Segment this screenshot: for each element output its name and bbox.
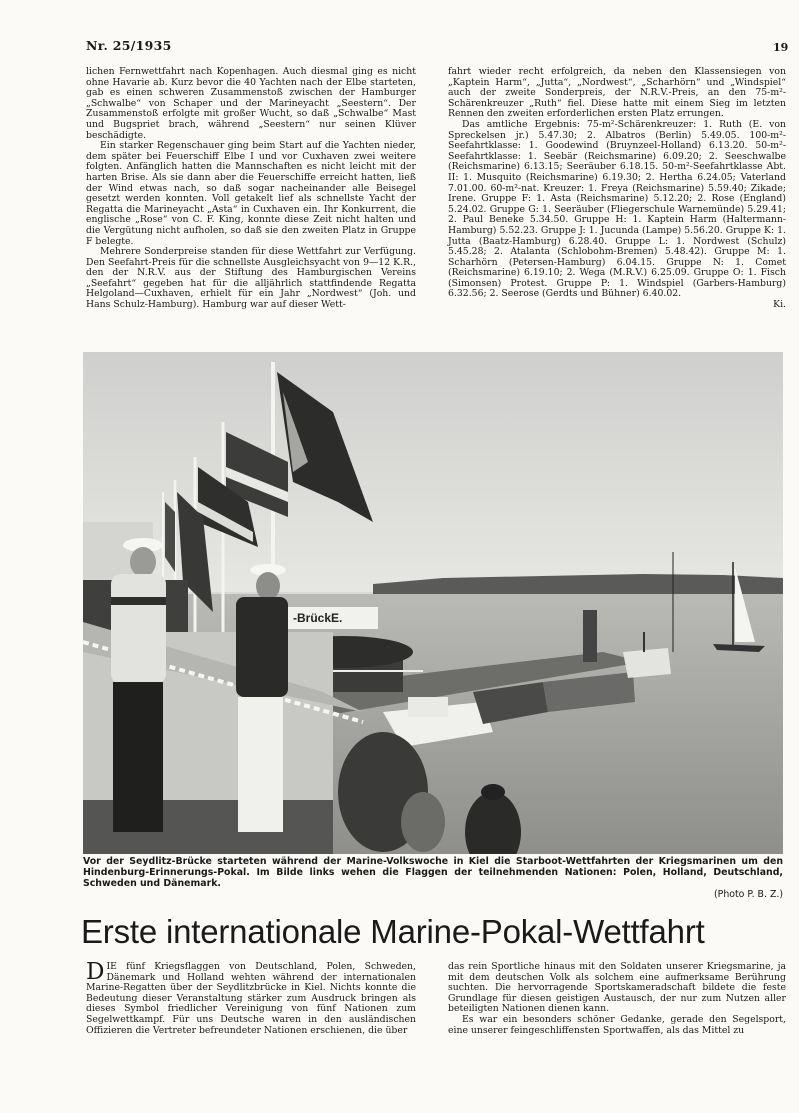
drop-cap: D	[86, 959, 105, 985]
article-column-top-left	[86, 67, 416, 311]
lead-text: IE fünf Kriegsflaggen von Deutschland, Polen, Schweden, Dänemark und Holland wehten während der internationalen Marine-Regatten über der Seydlitzbrücke in Kiel. Nichts konnte die Bedeutung dieser Veranstaltung stärker zum Ausdruck bringen als dieses Symbol friedlicher Vereinigung von fünf Nationen zum Segelwettkampf. Für uns Deutsche waren in den ausländischen Offizieren die Vertreter befreundeter Nationen erschienen, die über	[86, 961, 416, 1036]
paragraph: Es war ein besonders schöner Gedanke, gerade den Segelsport, eine unserer feingeschliffensten Sportwaffen, als das Mittel zu	[448, 1013, 786, 1036]
paragraph: Ein starker Regenschauer ging beim Start auf die Yachten nieder, dem später bei Feuerschiff Elbe I und vor Cuxhaven zwei weitere folgten. Anfänglich hatten die Mannschaften es nicht leicht mit der harten Brise. Als sie dann aber die Feuerschiffe erreicht hatten, ließ der Wind etwas nach, so daß sogar nacheinander alle Beisegel gesetzt werden konnten. Voll getakelt lief als schnellste Yacht der Regatta die Marineyacht „Asta“ in Cuxhaven ein. Ihr Konkurrent, die englische „Rose“ von C. F. King, konnte diese Zeit nicht halten und die Vergütung nicht aufholen, so daß sie den zweiten Platz in Gruppe F belegte.	[86, 140, 416, 247]
paragraph: lichen Fernwettfahrt nach Kopenhagen. Auch diesmal ging es nicht ohne Havarie ab. Kurz bevor die 40 Yachten nach der Elbe starteten, gab es einen schweren Zusammenstoß zwischen der Hamburger „Schwalbe“ von Schaper und der Marineyacht „Seestern“. Der Zusammenstoß erfolgte mit großer Wucht, so daß „Schwalbe“ Mast und Bugspriet brach, während „Seestern“ nur seinen Klüver beschädigte.	[86, 66, 416, 141]
photo-credit: (Photo P. B. Z.)	[714, 889, 783, 900]
paragraph: Mehrere Sonderpreise standen für diese Wettfahrt zur Verfügung. Den Seefahrt-Preis für die schnellste Ausgleichsyacht von 9—12 K.R., den der N.R.V. aus der Stiftung des Hamburgischen Vereins „Seefahrt“ gegeben hat für die alljährlich stattfindende Regatta Helgoland—Cuxhaven, erhielt für ein Jahr „Nordwest“ (Joh. und Hans Schulz-Hamburg). Hamburg war auf dieser Wett-	[86, 246, 416, 311]
article-column-bottom-left	[86, 959, 416, 1036]
article-column-top-right	[448, 67, 786, 311]
photo-caption	[83, 856, 783, 900]
paragraph: das rein Sportliche hinaus mit den Soldaten unserer Kriegsmarine, ja mit dem deutschen Volk als solchem eine aufmerksame Berührung suchten. Die hervorragende Sportskameradschaft bildete die feste Grundlage für diesen geistigen Austausch, der nur zum Nutzen aller beteiligten Nationen dienen kann.	[448, 961, 786, 1015]
article-column-bottom-right	[448, 962, 786, 1036]
author-initials: Ki.	[773, 299, 786, 311]
sailor-right	[236, 564, 288, 832]
pier-sign: -BrückE.	[293, 611, 343, 625]
issue-number: Nr. 25/1935	[86, 38, 172, 53]
harbor-photo	[83, 352, 783, 854]
sailor-left	[111, 538, 166, 832]
lead-paragraph	[86, 959, 416, 1036]
paragraph: fahrt wieder recht erfolgreich, da neben den Klassensiegen von „Kaptein Harm“, „Jutta“, „Nordwest“, „Scharhörn“ und „Windspiel“ auch der zweite Sonderpreis, der N.R.V.-Preis, an den 75-m²-Schärenkreuzer „Ruth“ fiel. Diese hatte mit einem Sieg im letzten Rennen den zweiten erforderlichen ersten Platz errungen.	[448, 66, 786, 120]
article-headline: Erste internationale Marine-Pokal-Wettfahrt	[81, 913, 705, 950]
caption-text: Vor der Seydlitz-Brücke starteten während der Marine-Volkswoche in Kiel die Starboot-Wettfahrten der Kriegsmarinen um den Hindenburg-Erinnerungs-Pokal. Im Bilde links wehen die Flaggen der teilnehmenden Nationen: Polen, Holland, Deutschland, Schweden und Dänemark.	[83, 856, 783, 889]
results-paragraph: Das amtliche Ergebnis: 75-m²-Schärenkreuzer: 1. Ruth (E. von Spreckelsen jr.) 5.47.30; 2. Albatros (Berlin) 5.49.05. 100-m²-Seefahrtklasse: 1. Goodewind (Bruynzeel-Holland) 6.13.20. 50-m²-Seefahrtklasse: 1. Seebär (Reichsmarine) 6.09.20; 2. Seeschwalbe (Reichsmarine) 6.13.15; Seeräuber 6.18.15. 50-m²-Seefahrtklasse Abt. II: 1. Musquito (Reichsmarine) 6.19.30; 2. Hertha 6.24.05; Vaterland 7.01.00. 60-m²-nat. Kreuzer: 1. Freya (Reichsmarine) 5.59.40; Zikade; Irene. Gruppe F: 1. Asta (Reichsmarine) 5.12.20; 2. Rose (England) 5.24.02. Gruppe G: 1. Seeräuber (Fliegerschule Warnemünde) 5.29.41; 2. Paul Beneke 5.34.50. Gruppe H: 1. Kaptein Harm (Haltermann-Hamburg) 5.52.23. Gruppe J: 1. Jucunda (Lampe) 5.56.20. Gruppe K: 1. Jutta (Baatz-Hamburg) 6.28.40. Gruppe L: 1. Nordwest (Schulz) 5.45.28; 2. Atalanta (Schlobohm-Bremen) 5.48.42). Gruppe M: 1. Scharhörn (Petersen-Hamburg) 6.04.15. Gruppe N: 1. Comet (Reichsmarine) 6.19.10; 2. Wega (M.R.V.) 6.25.09. Gruppe O: 1. Fisch (Simonsen) Protest. Gruppe P: 1. Windspiel (Garbers-Hamburg) 6.32.56; 2. Seerose (Gerdts und Bühner) 6.40.02.	[448, 118, 786, 300]
page-number: 19	[773, 41, 789, 54]
